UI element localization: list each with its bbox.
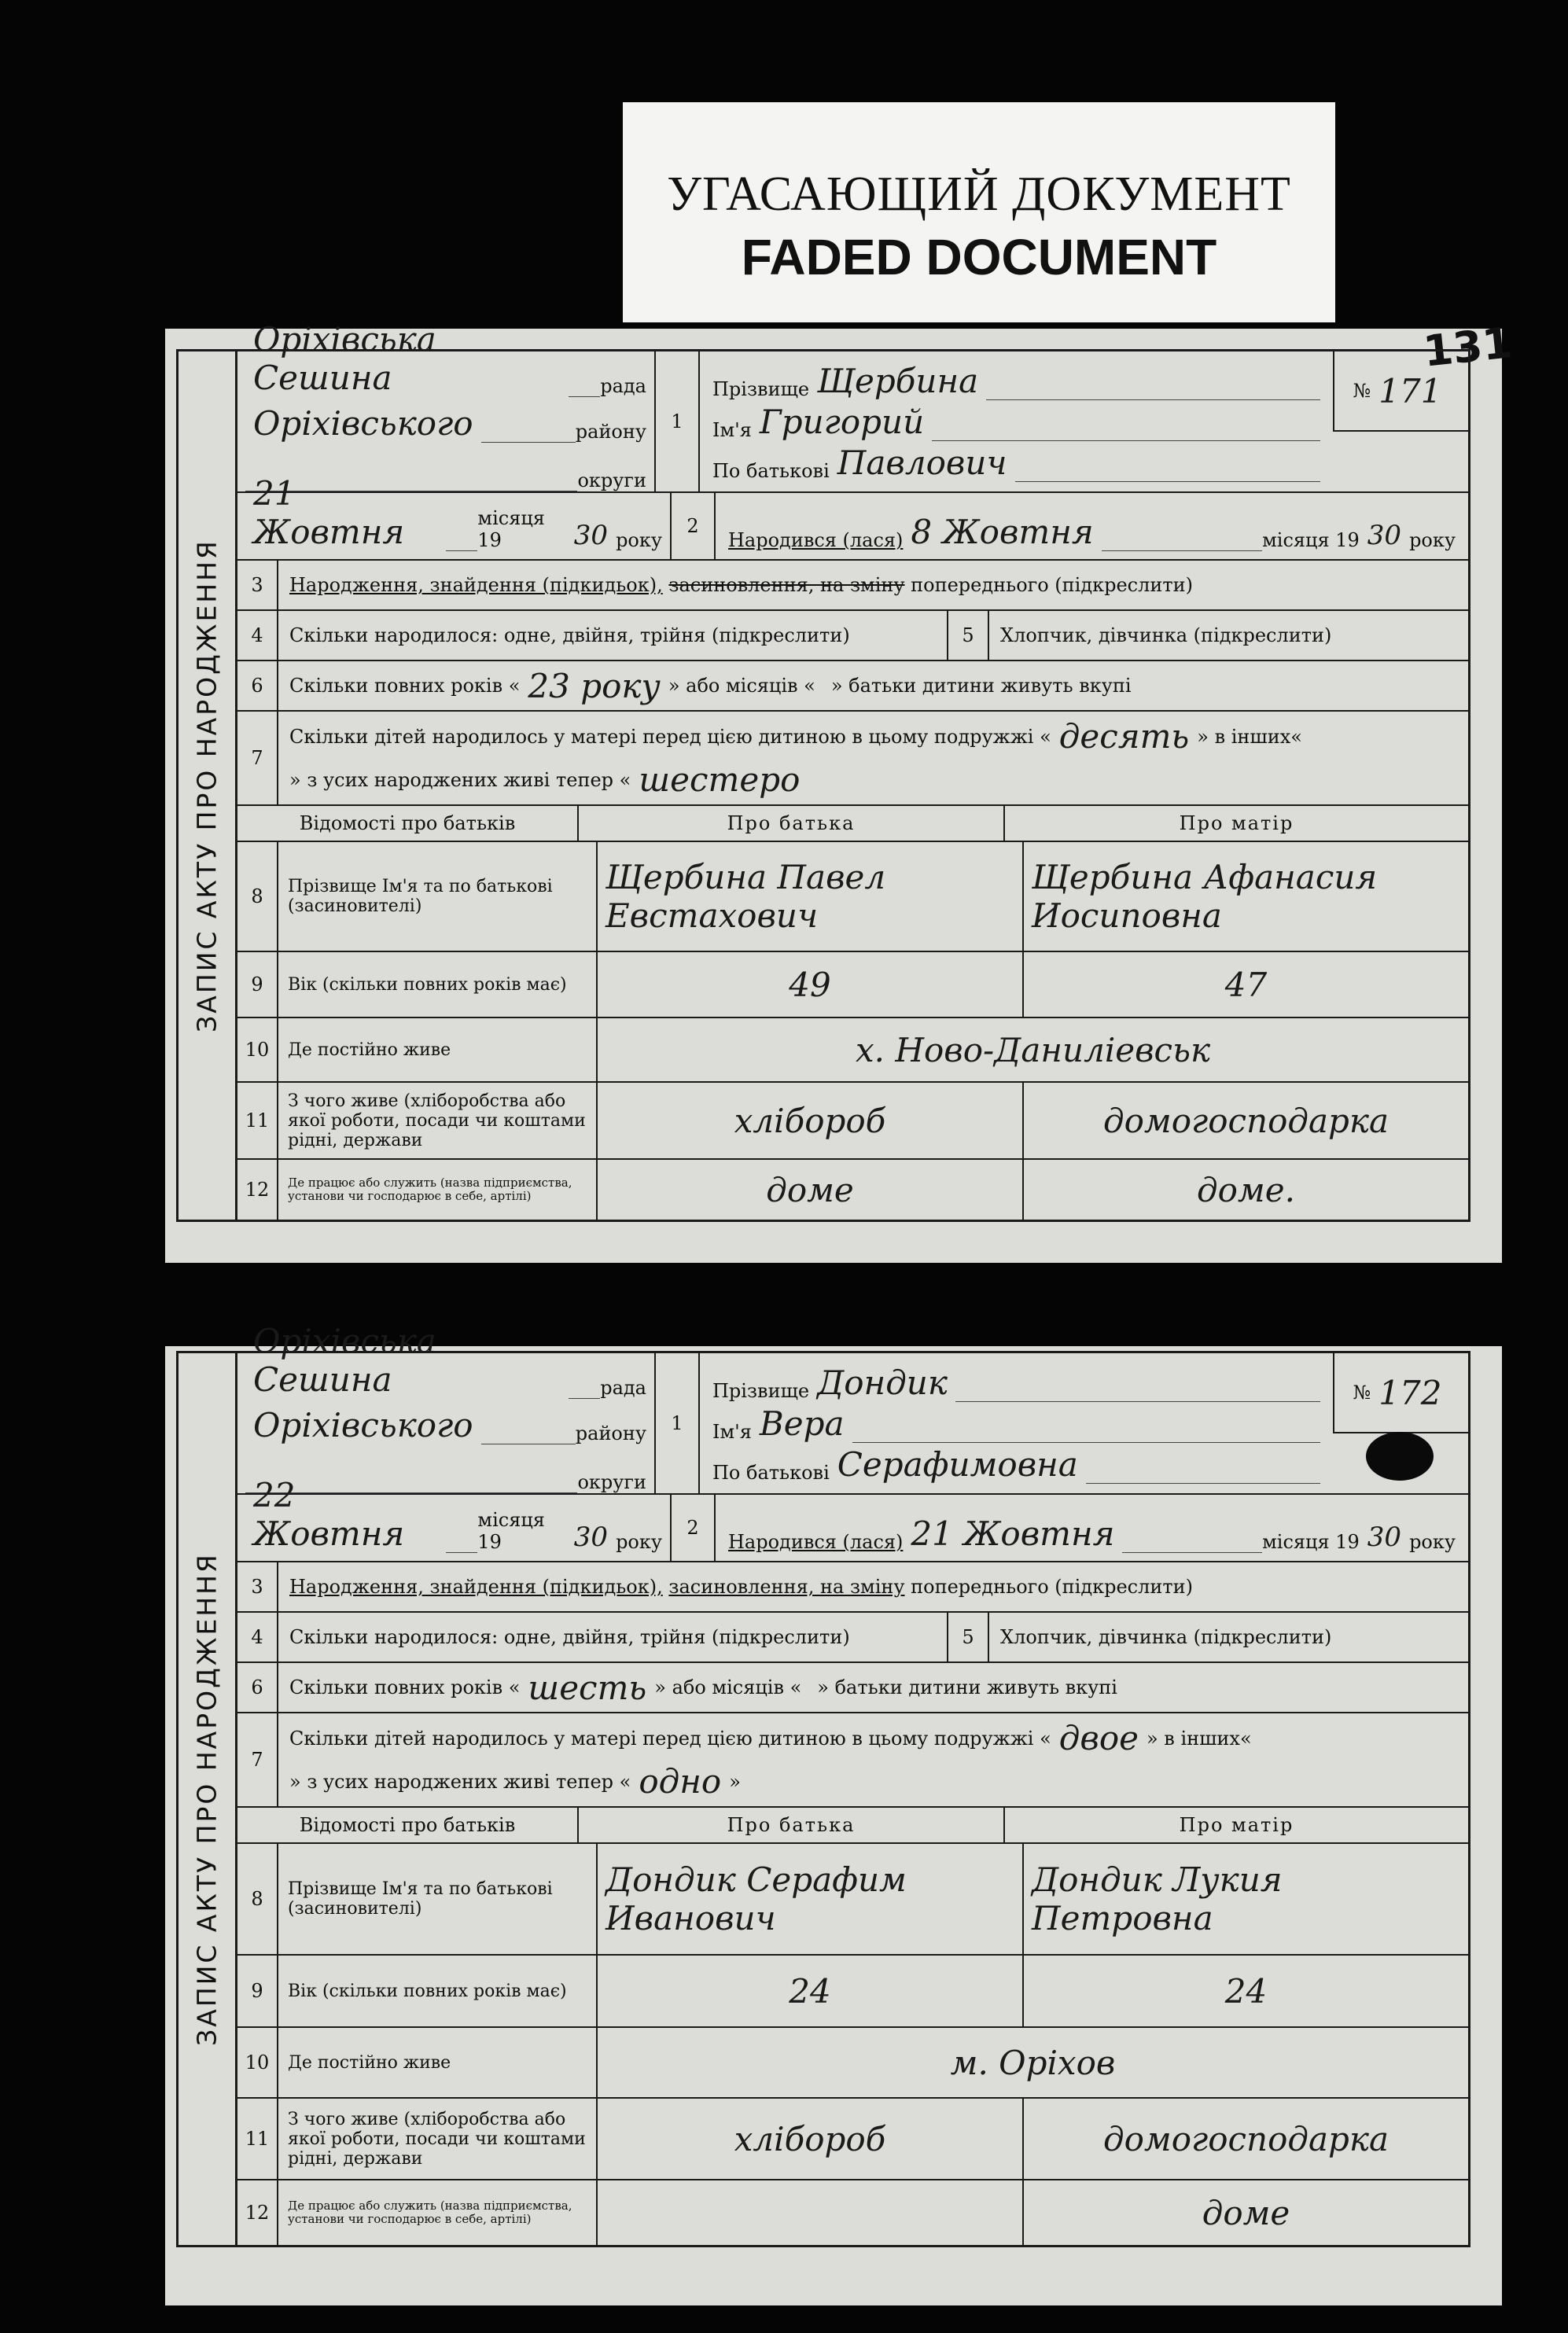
- birth-record-sheet-2: [165, 1322, 1502, 2305]
- record-number-box: № 171: [1333, 351, 1468, 432]
- registration-date: 21 Жовтня: [253, 474, 405, 551]
- side-title-1: ЗАПИС АКТУ ПРО НАРОДЖЕННЯ: [179, 351, 237, 1220]
- row-number: 5: [948, 611, 989, 660]
- patronymic-value: Павлович: [837, 443, 1007, 482]
- row-number: 9: [237, 952, 278, 1017]
- rada-value: Оріхівська Сешина: [253, 320, 436, 397]
- birth-year: 30: [1367, 1522, 1402, 1553]
- father-name: Щербина Павел Евстахович: [605, 858, 886, 935]
- month-label: місяця 19: [477, 507, 545, 551]
- page-number: 131: [1421, 318, 1515, 377]
- year-label: року: [616, 529, 662, 551]
- registration-year: 30: [573, 520, 609, 551]
- registration-date: 22 Жовтня: [253, 1476, 405, 1553]
- row-number: 3: [237, 1562, 278, 1611]
- name-label: Ім'я: [712, 419, 752, 441]
- rada-value: Оріхівська Сешина: [253, 1322, 436, 1399]
- children-before-value: десять: [1058, 717, 1190, 756]
- residence-value: х. Ново-Даниліевськ: [855, 1030, 1211, 1069]
- mother-occupation: домогосподарка: [1102, 2119, 1389, 2158]
- row-number: 1: [656, 1353, 700, 1493]
- names-label: Прізвище Ім'я та по батькові (засиновителі): [278, 1844, 598, 1954]
- birth-record-sheet-1: [165, 318, 1515, 1263]
- okruhy-label: округи: [577, 469, 646, 491]
- father-occupation: хлібороб: [734, 2119, 886, 2158]
- patronymic-label: По батькові: [712, 460, 830, 482]
- record-number-box: № 172: [1333, 1353, 1468, 1433]
- row-number: 2: [672, 493, 716, 559]
- mother-workplace: доме.: [1197, 1170, 1295, 1209]
- registration-year: 30: [573, 1522, 609, 1553]
- row-number: 5: [948, 1613, 989, 1661]
- month-label: місяця 19: [1262, 1531, 1360, 1553]
- father-heading: Про батька: [579, 1808, 1005, 1842]
- occupation-label: З чого живе (хліборобства або якої роботи, посади чи коштами рідні, держави: [278, 2099, 598, 2179]
- row-number: 8: [237, 1844, 278, 1954]
- father-heading: Про батька: [579, 806, 1005, 841]
- alive-value: одно: [639, 1762, 722, 1801]
- row-number: 6: [237, 1663, 278, 1712]
- row-sex: Хлопчик, дівчинка (підкреслити): [1000, 624, 1332, 646]
- surname-value: Дондик: [817, 1363, 948, 1402]
- occupation-label: З чого живе (хліборобства або якої роботи, посади чи коштами рідні, держави: [278, 1083, 598, 1158]
- row-multiplicity: Скільки народилося: одне, двійня, трійня (підкреслити): [278, 1613, 948, 1661]
- father-age: 24: [789, 1971, 831, 2011]
- year-label: року: [616, 1531, 662, 1553]
- father-occupation: хлібороб: [734, 1101, 886, 1140]
- name-value: Вера: [759, 1404, 845, 1443]
- age-label: Вік (скільки повних років має): [278, 1956, 598, 2026]
- record-number: 172: [1378, 1373, 1442, 1412]
- row-number: 12: [237, 1160, 278, 1220]
- years-together-value: шесть: [528, 1668, 647, 1707]
- row-number: 12: [237, 2180, 278, 2245]
- ink-blot: [1366, 1432, 1434, 1481]
- residence-label: Де постійно живе: [278, 1018, 598, 1081]
- side-title-2: ЗАПИС АКТУ ПРО НАРОДЖЕННЯ: [179, 1353, 237, 2245]
- birth-date: 8 Жовтня: [911, 513, 1094, 551]
- row-number: 4: [237, 611, 278, 660]
- row-children: Скільки дітей народилось у матері перед цією дитиною в цьому подружжі « двое » в інших « » з усих народжених живі тепер « одно »: [289, 1719, 1252, 1801]
- row-number: 7: [237, 712, 278, 804]
- record-form-2: [176, 1322, 1470, 2247]
- born-label: Народився (лася): [728, 1531, 904, 1553]
- row-birth-type: Народження, знайдення (підкидьок), засиновлення, на зміну попереднього (підкреслити): [289, 1576, 1193, 1598]
- row-number: 1: [656, 351, 700, 491]
- rada-label: рада: [600, 375, 646, 397]
- name-value: Григорий: [759, 403, 925, 441]
- children-before-value: двое: [1058, 1719, 1139, 1757]
- parents-heading: Відомості про батьків: [237, 806, 579, 841]
- label-russian: УГАСАЮЩИЙ ДОКУМЕНТ: [667, 167, 1291, 221]
- raion-label: району: [575, 421, 646, 443]
- mother-age: 24: [1224, 1971, 1268, 2011]
- row-birth-type: Народження, знайдення (підкидьок), засиновлення, на зміну попереднього (підкреслити): [289, 574, 1193, 596]
- names-label: Прізвище Ім'я та по батькові (засиновителі): [278, 842, 598, 951]
- birth-date: 21 Жовтня: [911, 1514, 1115, 1553]
- row-number: 7: [237, 1713, 278, 1806]
- row-multiplicity: Скільки народилося: одне, двійня, трійня (підкреслити): [278, 611, 948, 660]
- okruhy-label: округи: [577, 1471, 646, 1493]
- rada-label: рада: [600, 1377, 646, 1399]
- mother-name: Дондик Лукия Петровна: [1032, 1860, 1283, 1937]
- row-number: 8: [237, 842, 278, 951]
- father-workplace: доме: [766, 1170, 854, 1209]
- row-years-together: Скільки повних років « 23 року » або місяців « » батьки дитини живуть вкупі: [289, 666, 1132, 705]
- patronymic-value: Серафимовна: [837, 1445, 1078, 1484]
- row-number: 10: [237, 1018, 278, 1081]
- surname-value: Щербина: [817, 362, 979, 400]
- raion-value: Оріхівського: [253, 404, 473, 443]
- row-number: 4: [237, 1613, 278, 1661]
- father-age: 49: [789, 965, 831, 1004]
- workplace-label: Де працює або служить (назва підприємства, установи чи господарює в себе, артілі): [278, 2180, 598, 2245]
- faded-document-label: [623, 102, 1335, 322]
- month-label: місяця 19: [477, 1509, 545, 1553]
- workplace-label: Де працює або служить (назва підприємства, установи чи господарює в себе, артілі): [278, 1160, 598, 1220]
- row-sex: Хлопчик, дівчинка (підкреслити): [1000, 1626, 1332, 1648]
- row-number: 3: [237, 561, 278, 609]
- age-label: Вік (скільки повних років має): [278, 952, 598, 1017]
- alive-value: шестеро: [639, 760, 801, 799]
- row-number: 11: [237, 2099, 278, 2179]
- residence-value: м. Оріхов: [950, 2043, 1116, 2082]
- surname-label: Прізвище: [712, 1380, 810, 1402]
- row-years-together: Скільки повних років « шесть » або місяців « » батьки дитини живуть вкупі: [289, 1668, 1117, 1707]
- label-english: FADED DOCUMENT: [741, 229, 1217, 285]
- month-label: місяця 19: [1262, 529, 1360, 551]
- mother-age: 47: [1224, 965, 1268, 1004]
- mother-heading: Про матір: [1179, 812, 1294, 834]
- mother-workplace: доме: [1202, 2193, 1290, 2232]
- row-number: 11: [237, 1083, 278, 1158]
- father-name: Дондик Серафим Иванович: [605, 1860, 907, 1937]
- years-together-value: 23 року: [528, 666, 661, 705]
- parents-heading: Відомості про батьків: [237, 1808, 579, 1842]
- row-number: 2: [672, 1495, 716, 1561]
- patronymic-label: По батькові: [712, 1462, 830, 1484]
- row-number: 9: [237, 1956, 278, 2026]
- surname-label: Прізвище: [712, 378, 810, 400]
- raion-value: Оріхівського: [253, 1406, 473, 1444]
- residence-label: Де постійно живе: [278, 2028, 598, 2097]
- year-label: року: [1409, 529, 1456, 551]
- year-label: року: [1409, 1531, 1456, 1553]
- raion-label: району: [575, 1422, 646, 1444]
- mother-name: Щербина Афанасия Иосиповна: [1032, 858, 1378, 935]
- record-number: 171: [1378, 371, 1442, 410]
- born-label: Народився (лася): [728, 529, 904, 551]
- birth-year: 30: [1367, 520, 1402, 551]
- row-number: 6: [237, 661, 278, 710]
- mother-heading: Про матір: [1179, 1814, 1294, 1836]
- row-number: 10: [237, 2028, 278, 2097]
- mother-occupation: домогосподарка: [1102, 1101, 1389, 1140]
- name-label: Ім'я: [712, 1421, 752, 1443]
- row-children: Скільки дітей народилось у матері перед цією дитиною в цьому подружжі « десять » в інших « » з усих народжених живі тепер « шестеро: [289, 717, 1302, 799]
